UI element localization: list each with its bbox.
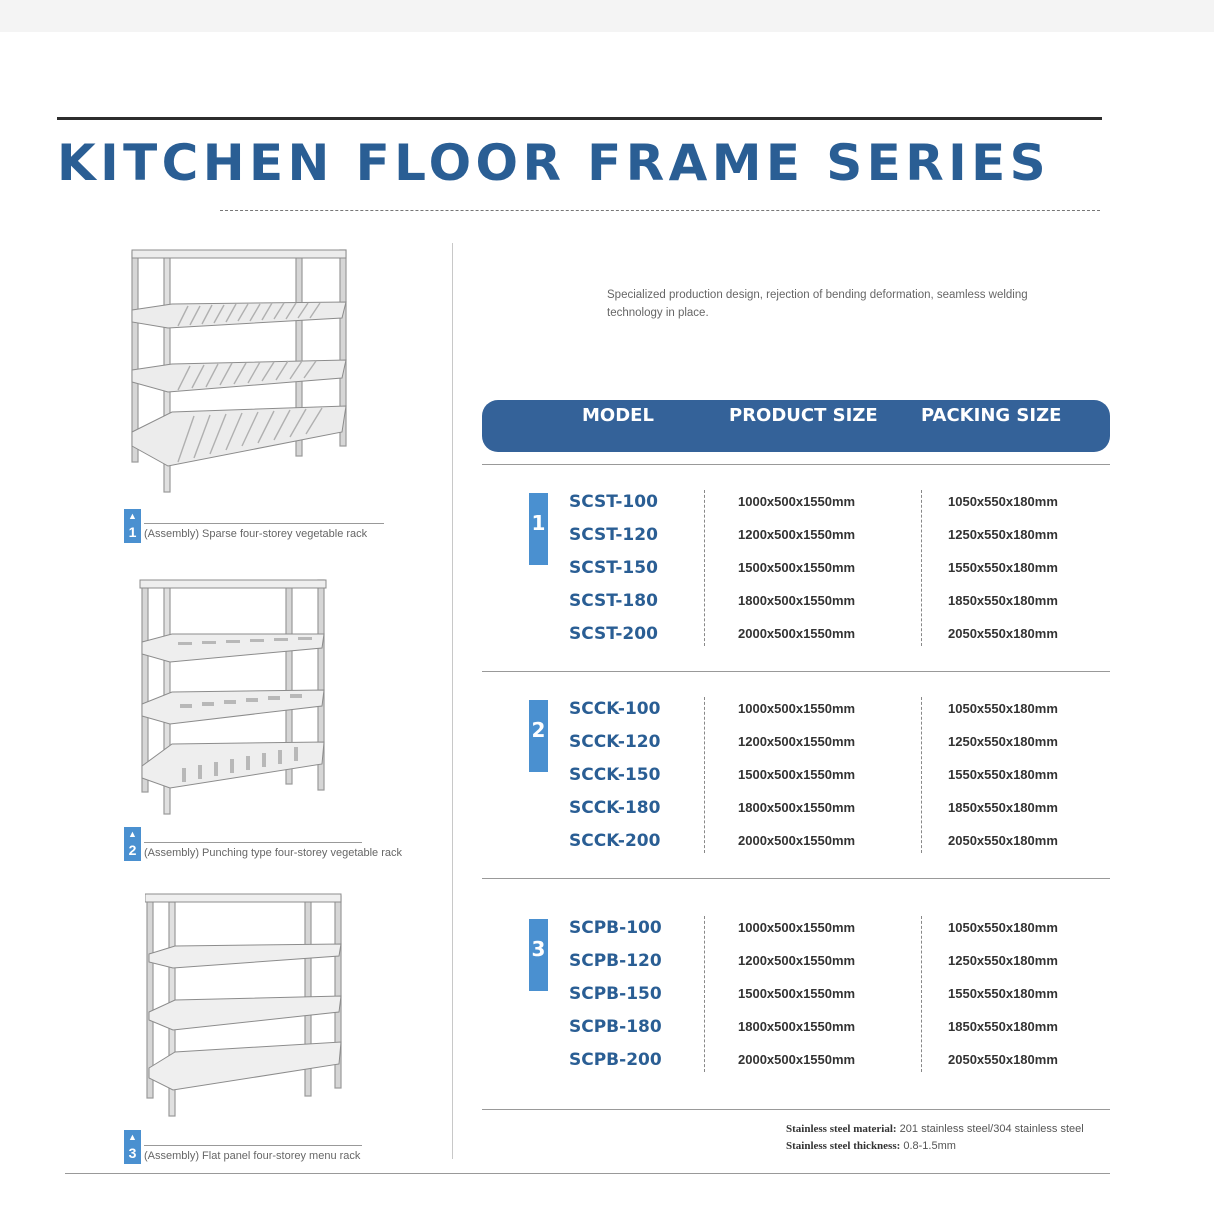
packing-size-cell: 1250x550x180mm <box>948 953 1058 968</box>
packing-size-cell: 2050x550x180mm <box>948 1052 1058 1067</box>
product-caption-3: (Assembly) Flat panel four-storey menu rack <box>144 1150 361 1162</box>
packing-size-cell: 1250x550x180mm <box>948 527 1058 542</box>
packing-size-cell: 1850x550x180mm <box>948 800 1058 815</box>
product-size-cell: 1800x500x1550mm <box>738 1019 856 1034</box>
packing-size-cell: 1550x550x180mm <box>948 767 1058 782</box>
group-badge-1: 1 <box>529 493 548 565</box>
product-size-cell: 1200x500x1550mm <box>738 527 856 542</box>
title-rule <box>57 117 1102 120</box>
model-cell: SCPB-150 <box>569 984 662 1004</box>
table-rule-1 <box>482 671 1110 672</box>
model-cell: SCPB-100 <box>569 918 662 938</box>
rack-image-2 <box>138 576 330 816</box>
column-dash <box>704 697 705 853</box>
material-value: 201 stainless steel/304 stainless steel <box>899 1123 1084 1135</box>
arrow-up-icon: ▲ <box>128 829 137 839</box>
product-size-cell: 1500x500x1550mm <box>738 560 856 575</box>
thickness-label: Stainless steel thickness: <box>786 1140 901 1152</box>
column-dash <box>921 490 922 646</box>
model-cell: SCPB-180 <box>569 1017 662 1037</box>
product-size-cell: 2000x500x1550mm <box>738 833 856 848</box>
model-cell: SCCK-120 <box>569 732 661 752</box>
caption-line-1 <box>144 523 384 524</box>
arrow-up-icon: ▲ <box>128 1132 137 1142</box>
rack-image-1 <box>128 246 350 496</box>
product-size-cell: 1200x500x1550mm <box>738 953 856 968</box>
packing-size-cell: 2050x550x180mm <box>948 833 1058 848</box>
model-cell: SCPB-120 <box>569 951 662 971</box>
arrow-up-icon: ▲ <box>128 511 137 521</box>
product-size-cell: 1000x500x1550mm <box>738 920 856 935</box>
column-dash <box>921 916 922 1072</box>
column-dash <box>921 697 922 853</box>
model-cell: SCST-100 <box>569 492 658 512</box>
bottom-rule <box>65 1173 1110 1174</box>
column-divider <box>452 243 453 1159</box>
product-size-cell: 1500x500x1550mm <box>738 986 856 1001</box>
packing-size-cell: 1550x550x180mm <box>948 986 1058 1001</box>
group-badge-3: 3 <box>529 919 548 991</box>
intro-text: Specialized production design, rejection of bending deformation, seamless welding technology in place. <box>607 289 1028 319</box>
header-packing-size: PACKING SIZE <box>921 405 1062 426</box>
page-title: KITCHEN FLOOR FRAME SERIES <box>57 134 1051 192</box>
packing-size-cell: 1050x550x180mm <box>948 494 1058 509</box>
product-badge-1: ▲ 1 <box>124 509 141 543</box>
top-band <box>0 0 1214 32</box>
model-cell: SCST-120 <box>569 525 658 545</box>
model-cell: SCST-150 <box>569 558 658 578</box>
product-size-cell: 1500x500x1550mm <box>738 767 856 782</box>
material-notes <box>786 1121 1084 1155</box>
material-line <box>786 1121 1084 1138</box>
product-size-cell: 2000x500x1550mm <box>738 1052 856 1067</box>
header-model: MODEL <box>582 405 654 426</box>
material-label: Stainless steel material: <box>786 1123 897 1135</box>
model-cell: SCST-200 <box>569 624 658 644</box>
caption-line-3 <box>144 1145 362 1146</box>
product-size-cell: 1000x500x1550mm <box>738 701 856 716</box>
column-dash <box>704 916 705 1072</box>
packing-size-cell: 1250x550x180mm <box>948 734 1058 749</box>
model-cell: SCCK-180 <box>569 798 661 818</box>
column-dash <box>704 490 705 646</box>
packing-size-cell: 1050x550x180mm <box>948 701 1058 716</box>
thickness-line <box>786 1138 1084 1155</box>
packing-size-cell: 1550x550x180mm <box>948 560 1058 575</box>
table-rule-top <box>482 464 1110 465</box>
rack-image-3 <box>145 892 343 1120</box>
table-rule-bottom <box>482 1109 1110 1110</box>
packing-size-cell: 1850x550x180mm <box>948 593 1058 608</box>
model-cell: SCST-180 <box>569 591 658 611</box>
table-rule-2 <box>482 878 1110 879</box>
group-badge-2: 2 <box>529 700 548 772</box>
packing-size-cell: 1050x550x180mm <box>948 920 1058 935</box>
product-badge-2: ▲ 2 <box>124 827 141 861</box>
product-badge-3: ▲ 3 <box>124 1130 141 1164</box>
model-cell: SCCK-100 <box>569 699 661 719</box>
product-size-cell: 1000x500x1550mm <box>738 494 856 509</box>
packing-size-cell: 2050x550x180mm <box>948 626 1058 641</box>
product-size-cell: 1800x500x1550mm <box>738 800 856 815</box>
model-cell: SCCK-150 <box>569 765 661 785</box>
header-product-size: PRODUCT SIZE <box>729 405 878 426</box>
product-caption-2: (Assembly) Punching type four-storey vegetable rack <box>144 847 403 859</box>
thickness-value: 0.8-1.5mm <box>903 1140 956 1152</box>
packing-size-cell: 1850x550x180mm <box>948 1019 1058 1034</box>
model-cell: SCPB-200 <box>569 1050 662 1070</box>
product-size-cell: 1200x500x1550mm <box>738 734 856 749</box>
product-size-cell: 1800x500x1550mm <box>738 593 856 608</box>
product-size-cell: 2000x500x1550mm <box>738 626 856 641</box>
dashed-divider <box>220 210 1100 211</box>
caption-line-2 <box>144 842 362 843</box>
product-caption-1: (Assembly) Sparse four-storey vegetable rack <box>144 528 368 540</box>
model-cell: SCCK-200 <box>569 831 661 851</box>
